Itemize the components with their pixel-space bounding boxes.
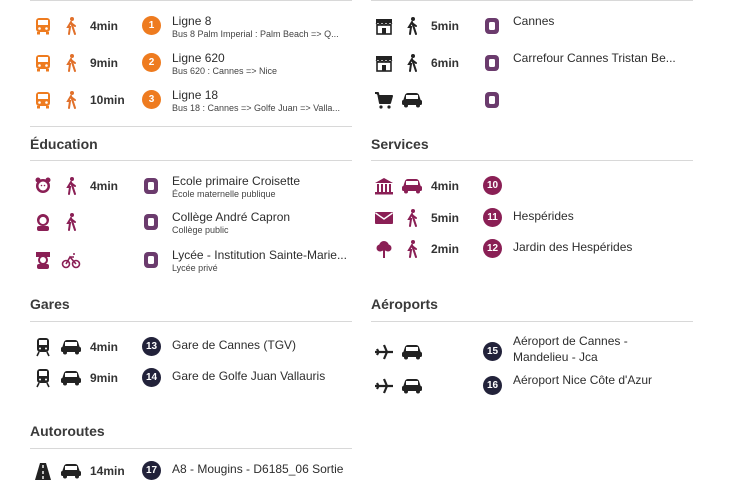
divider (371, 321, 693, 322)
place-subtitle: Bus 18 : Cannes => Golfe Juan => Valla... (172, 103, 340, 113)
list-item[interactable] (30, 210, 352, 240)
travel-time: 10min (90, 93, 125, 107)
section-heading-services: Services (371, 136, 429, 152)
travel-time: 2min (431, 242, 460, 256)
place-title: Ecole primaire Croisette (172, 174, 301, 188)
place-title: Aéroport de Cannes - Mandelieu - Jca (513, 334, 628, 364)
place-title: Ligne 18 (172, 88, 219, 102)
bus-icon (32, 53, 54, 73)
marker-badge: 11 (483, 208, 502, 227)
marker-badge: 10 (483, 176, 502, 195)
graduate-icon (32, 250, 54, 270)
poi-icon (481, 16, 503, 36)
section-heading-autoroutes: Autoroutes (30, 423, 105, 439)
poi-icon (140, 176, 162, 196)
travel-time: 4min (90, 340, 119, 354)
walk-icon (401, 16, 423, 36)
list-item[interactable] (30, 14, 352, 44)
travel-time: 5min (431, 211, 460, 225)
travel-time: 5min (431, 19, 460, 33)
walk-icon (401, 53, 423, 73)
walk-icon (60, 212, 82, 232)
walk-icon (401, 239, 423, 259)
poi-icon (140, 250, 162, 270)
shop-icon (373, 53, 395, 73)
bank-icon (373, 176, 395, 196)
plane-icon (373, 342, 395, 362)
shop-icon (373, 16, 395, 36)
place-title: Ligne 8 (172, 14, 212, 28)
travel-time: 6min (431, 56, 460, 70)
section-heading-gares: Gares (30, 296, 70, 312)
marker-badge: 1 (142, 16, 161, 35)
car-icon (401, 90, 423, 110)
list-item[interactable] (371, 237, 693, 267)
list-item[interactable] (30, 174, 352, 204)
walk-icon (60, 176, 82, 196)
travel-time: 4min (90, 179, 119, 193)
travel-time: 4min (90, 19, 119, 33)
section-heading-aeroports: Aéroports (371, 296, 438, 312)
place-title: Gare de Cannes (TGV) (172, 338, 297, 352)
travel-time: 9min (90, 371, 119, 385)
walk-icon (60, 16, 82, 36)
marker-badge: 13 (142, 337, 161, 356)
list-item[interactable] (371, 206, 693, 236)
place-title: Carrefour Cannes Tristan Be... (513, 51, 676, 65)
list-item[interactable] (371, 336, 693, 370)
list-item[interactable] (30, 51, 352, 81)
marker-badge: 17 (142, 461, 161, 480)
place-title: Aéroport Nice Côte d'Azur (513, 373, 653, 387)
car-icon (60, 368, 82, 388)
walk-icon (60, 90, 82, 110)
divider (371, 160, 693, 161)
place-subtitle: Bus 620 : Cannes => Nice (172, 66, 278, 76)
student-icon (32, 212, 54, 232)
marker-badge: 2 (142, 53, 161, 72)
divider (371, 0, 693, 1)
divider (30, 321, 352, 322)
place-subtitle: Lycée privé (172, 263, 218, 273)
marker-badge: 14 (142, 368, 161, 387)
list-item[interactable] (30, 366, 352, 396)
cart-icon (373, 90, 395, 110)
place-subtitle: Bus 8 Palm Imperial : Palm Beach => Q... (172, 29, 339, 39)
list-item[interactable] (30, 248, 352, 278)
divider (30, 160, 352, 161)
highway-icon (32, 461, 54, 481)
place-title: Jardin des Hespérides (513, 240, 633, 254)
train-icon (32, 337, 54, 357)
list-item[interactable] (30, 459, 352, 489)
bike-icon (60, 250, 82, 270)
bus-icon (32, 90, 54, 110)
poi-icon (481, 53, 503, 73)
list-item[interactable] (371, 14, 693, 44)
child-icon (32, 176, 54, 196)
travel-time: 9min (90, 56, 119, 70)
poi-icon (481, 90, 503, 110)
place-title: Lycée - Institution Sainte-Marie... (172, 248, 347, 262)
car-icon (60, 337, 82, 357)
marker-badge: 15 (483, 342, 502, 361)
train-icon (32, 368, 54, 388)
mail-icon (373, 208, 395, 228)
plane-icon (373, 376, 395, 396)
marker-badge: 16 (483, 376, 502, 395)
car-icon (401, 176, 423, 196)
place-title: Cannes (513, 14, 555, 28)
place-title: Gare de Golfe Juan Vallauris (172, 369, 326, 383)
car-icon (60, 461, 82, 481)
marker-badge: 12 (483, 239, 502, 258)
list-item[interactable] (371, 374, 693, 408)
poi-icon (140, 212, 162, 232)
section-heading-education: Éducation (30, 136, 98, 152)
list-item[interactable] (371, 88, 693, 118)
travel-time: 4min (431, 179, 460, 193)
place-title: Ligne 620 (172, 51, 225, 65)
car-icon (401, 342, 423, 362)
divider (30, 0, 352, 1)
walk-icon (401, 208, 423, 228)
marker-badge: 3 (142, 90, 161, 109)
place-subtitle: École maternelle publique (172, 189, 276, 199)
place-title: A8 - Mougins - D6185_06 Sortie (172, 462, 344, 476)
list-item[interactable] (371, 51, 693, 81)
list-item[interactable] (371, 174, 693, 204)
divider (30, 126, 352, 127)
travel-time: 14min (90, 464, 125, 478)
place-title: Hespérides (513, 209, 574, 223)
place-title: Collège André Capron (172, 210, 291, 224)
list-item[interactable] (30, 335, 352, 365)
divider (30, 448, 352, 449)
list-item[interactable] (30, 88, 352, 118)
walk-icon (60, 53, 82, 73)
car-icon (401, 376, 423, 396)
bus-icon (32, 16, 54, 36)
place-subtitle: Collège public (172, 225, 229, 235)
tree-icon (373, 239, 395, 259)
